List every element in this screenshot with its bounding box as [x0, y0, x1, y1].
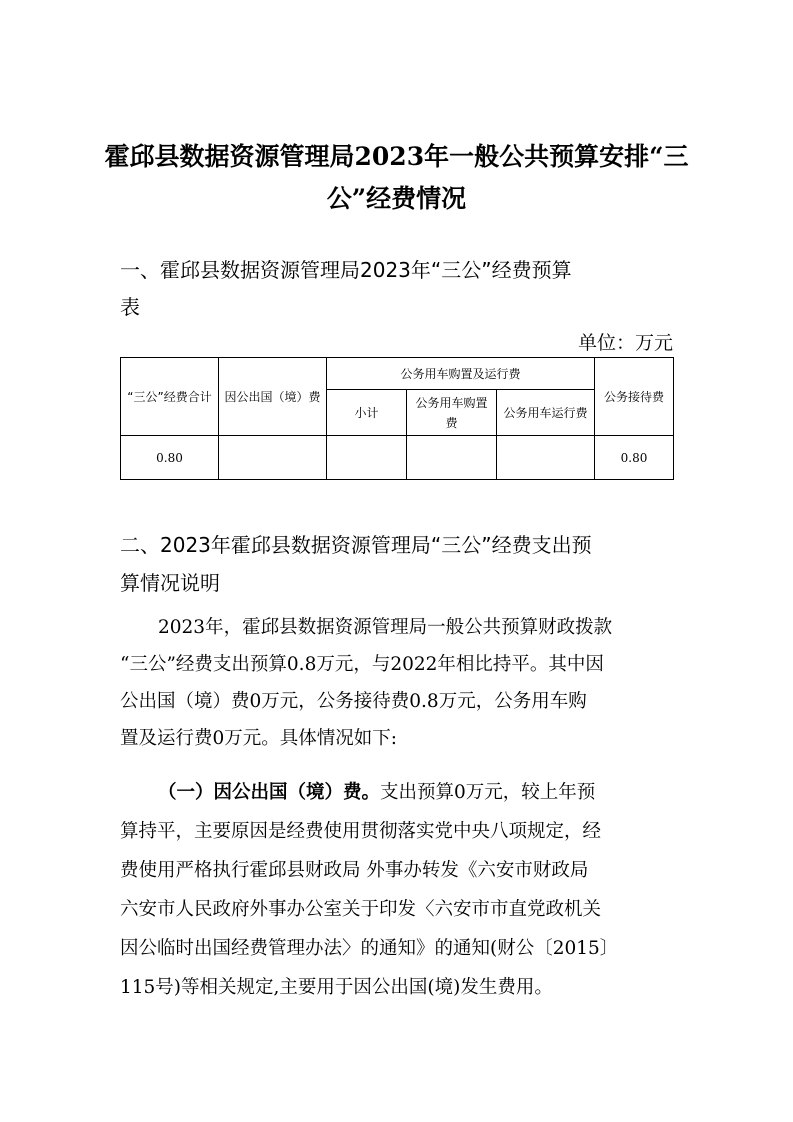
section1-heading-line-1: 一、霍邱县数据资源管理局2023年“三公”经费预算	[120, 258, 572, 282]
paragraph-2-line-6: 115号)等相关规定,主要用于因公出国(境)发生费用。	[120, 977, 553, 998]
cell-vehicle-subtotal	[327, 436, 407, 480]
subsection-1-heading: （一）因公出国（境）费。	[158, 782, 381, 803]
paragraph-2-line-1-text: 支出预算0万元，较上年预	[380, 782, 596, 803]
paragraph-2-line-1	[158, 774, 676, 811]
header-vehicle-purchase: 公务用车购置费	[407, 390, 497, 436]
section2-heading-line-1: 二、2023年霍邱县数据资源管理局“三公”经费支出预	[120, 533, 592, 557]
header-total: “三公”经费合计	[121, 358, 219, 436]
table-row	[121, 436, 674, 480]
paragraph-2-line-2: 算持平，主要原因是经费使用贯彻落实党中央八项规定，经	[120, 821, 602, 842]
header-vehicle-operation: 公务用车运行费	[497, 390, 595, 436]
header-vehicle-subtotal: 小计	[327, 390, 407, 436]
three-public-budget-table	[120, 357, 674, 480]
paragraph-1-line-2: “三公”经费支出预算0.8万元，与2022年相比持平。其中因	[120, 654, 604, 675]
paragraph-1-line-4: 置及运行费0万元。具体情况如下:	[120, 728, 398, 749]
section2-heading-line-2: 算情况说明	[120, 571, 220, 595]
document-title-line-1: 霍邱县数据资源管理局2023年一般公共预算安排“三	[104, 142, 689, 171]
section1-heading-line-2: 表	[120, 295, 140, 319]
header-reception: 公务接待费	[595, 358, 674, 436]
cell-abroad	[219, 436, 327, 480]
paragraph-1-line-3: 公出国（境）费0万元，公务接待费0.8万元，公务用车购	[120, 691, 587, 712]
cell-vehicle-purchase	[407, 436, 497, 480]
paragraph-2-line-3: 费使用严格执行霍邱县财政局 外事办转发《六安市财政局	[120, 860, 589, 881]
paragraph-1-line-1: 2023年，霍邱县数据资源管理局一般公共预算财政拨款	[158, 617, 613, 638]
document-title-line-2: 公”经费情况	[326, 184, 467, 213]
paragraph-2-line-4: 六安市人民政府外事办公室关于印发〈六安市市直党政机关	[120, 899, 602, 920]
header-abroad: 因公出国（境）费	[219, 358, 327, 436]
cell-reception: 0.80	[595, 436, 674, 480]
unit-label: 单位：万元	[577, 332, 673, 354]
paragraph-2-line-5: 因公临时出国经费管理办法〉的通知》的通知(财公〔2015〕	[120, 938, 619, 959]
header-vehicle-group: 公务用车购置及运行费	[327, 358, 595, 390]
cell-vehicle-operation	[497, 436, 595, 480]
cell-total: 0.80	[121, 436, 219, 480]
table-header-row-1	[121, 358, 674, 390]
